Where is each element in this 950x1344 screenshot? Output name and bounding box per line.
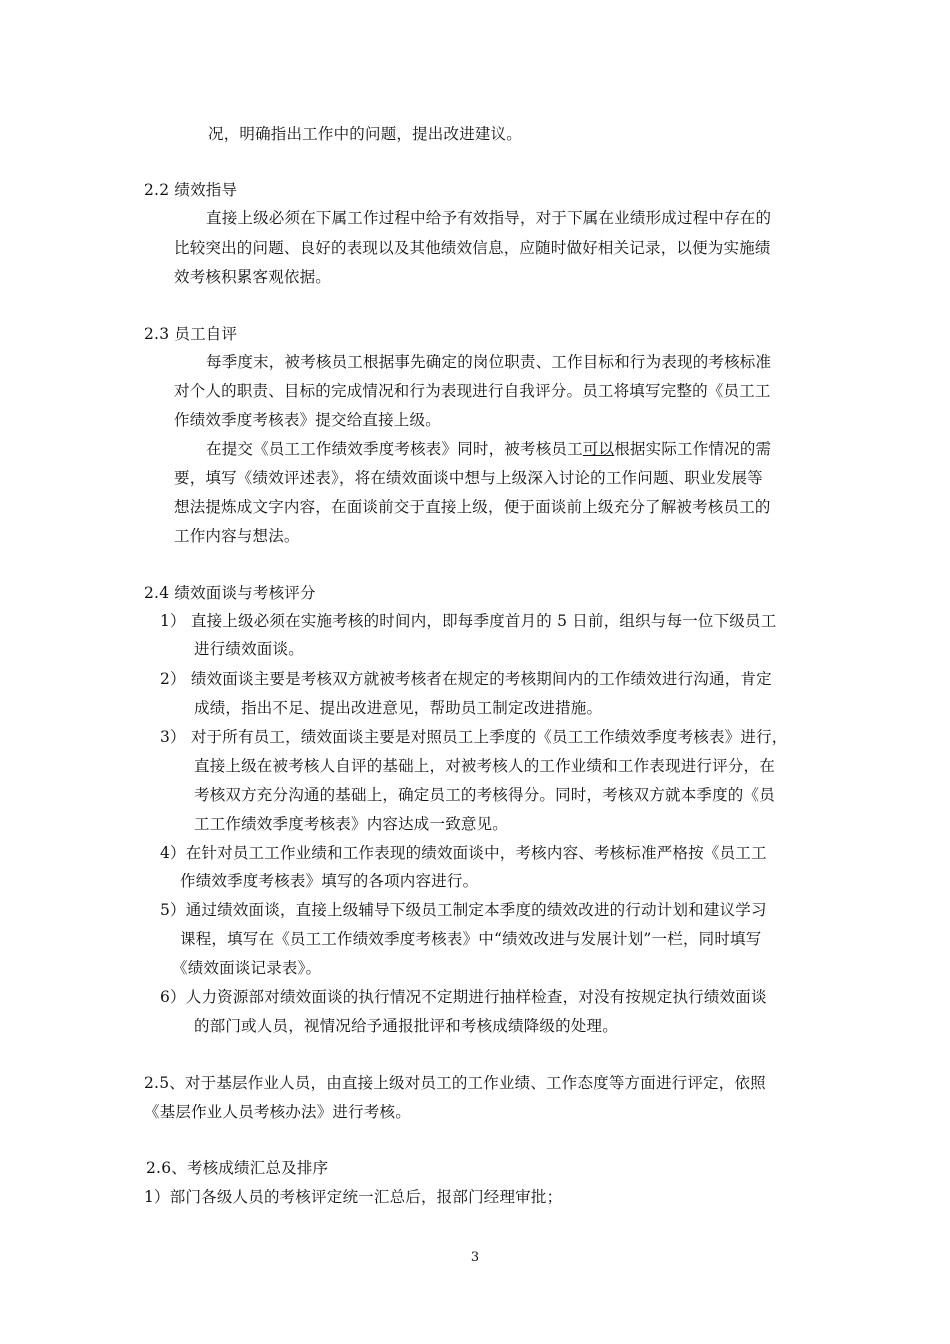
text-line: 每季度末，被考核员工根据事先确定的岗位职责、工作目标和行为表现的考核标准 [206,353,772,371]
text-line: 考核双方充分沟通的基础上，确定员工的考核得分。同时，考核双方就本季度的《员 [194,786,775,804]
text-line: 对个人的职责、目标的完成情况和行为表现进行自我评分。员工将填写完整的《员工工 [174,382,771,400]
underlined-text: 可以 [582,440,615,458]
text-line: 要，填写《绩效评述表》，将在绩效面谈中想与上级深入讨论的工作问题、职业发展等 [174,469,763,487]
text-line: 《绩效面谈记录表》。 [172,959,322,977]
text-line [206,439,771,459]
text-segment: 根据实际工作情况的需 [614,440,772,458]
text-line: 进行绩效面谈。 [194,640,304,658]
text-line: 想法提炼成文字内容，在面谈前交于直接上级，便于面谈前上级充分了解被考核员工的 [174,498,771,516]
list-item: 1）部门各级人员的考核评定统一汇总后，报部门经理审批； [144,1188,563,1206]
list-item: 2） 绩效面谈主要是考核双方就被考核者在规定的考核期间内的工作绩效进行沟通，肯定 [160,670,772,688]
text-line: 工工作绩效季度考核表》内容达成一致意见。 [194,815,509,833]
text-line: 作绩效季度考核表》填写的各项内容进行。 [180,872,479,890]
list-item: 4）在针对员工工作业绩和工作表现的绩效面谈中，考核内容、考核标准严格按《员工工 [160,844,767,862]
text-line: 作绩效季度考核表》提交给直接上级。 [174,411,441,429]
text-line: 比较突出的问题、良好的表现以及其他绩效信息，应随时做好相关记录，以便为实施绩 [174,239,771,257]
text-segment: 在提交《员工工作绩效季度考核表》同时，被考核员工 [206,440,583,458]
section-heading: 2.4 绩效面谈与考核评分 [144,584,316,602]
section-heading: 2.3 员工自评 [144,325,238,343]
text-line: 成绩，指出不足、提出改进意见，帮助员工制定改进措施。 [194,699,603,717]
text-line: 况，明确指出工作中的问题，提出改进建议。 [208,125,523,143]
text-line: 效考核积累客观依据。 [174,268,332,286]
list-item: 5）通过绩效面谈，直接上级辅导下级员工制定本季度的绩效改进的行动计划和建议学习 [160,901,767,919]
list-item: 1） 直接上级必须在实施考核的时间内，即每季度首月的 5 日前，组织与每一位下级员工 [160,612,777,630]
section-heading: 2.6、考核成绩汇总及排序 [146,1159,329,1177]
text-line: 2.5、对于基层作业人员，由直接上级对员工的工作业绩、工作态度等方面进行评定，依照 [144,1074,766,1092]
text-line: 的部门或人员，视情况给予通报批评和考核成绩降级的处理。 [194,1017,618,1035]
section-heading: 2.2 绩效指导 [144,181,238,199]
page-number: 3 [470,1250,480,1265]
text-line: 直接上级在被考核人自评的基础上，对被考核人的工作业绩和工作表现进行评分，在 [194,757,775,775]
text-line: 直接上级必须在下属工作过程中给予有效指导，对于下属在业绩形成过程中存在的 [206,209,772,227]
list-item: 6）人力资源部对绩效面谈的执行情况不定期进行抽样检查，对没有按规定执行绩效面谈 [160,988,767,1006]
list-item: 3） 对于所有员工，绩效面谈主要是对照员工上季度的《员工工作绩效季度考核表》进行， [160,728,788,746]
text-line: 课程，填写在《员工工作绩效季度考核表》中“绩效改进与发展计划”一栏，同时填写 [180,930,762,948]
text-line: 工作内容与想法。 [174,527,300,545]
text-line: 《基层作业人员考核办法》进行考核。 [144,1103,411,1121]
